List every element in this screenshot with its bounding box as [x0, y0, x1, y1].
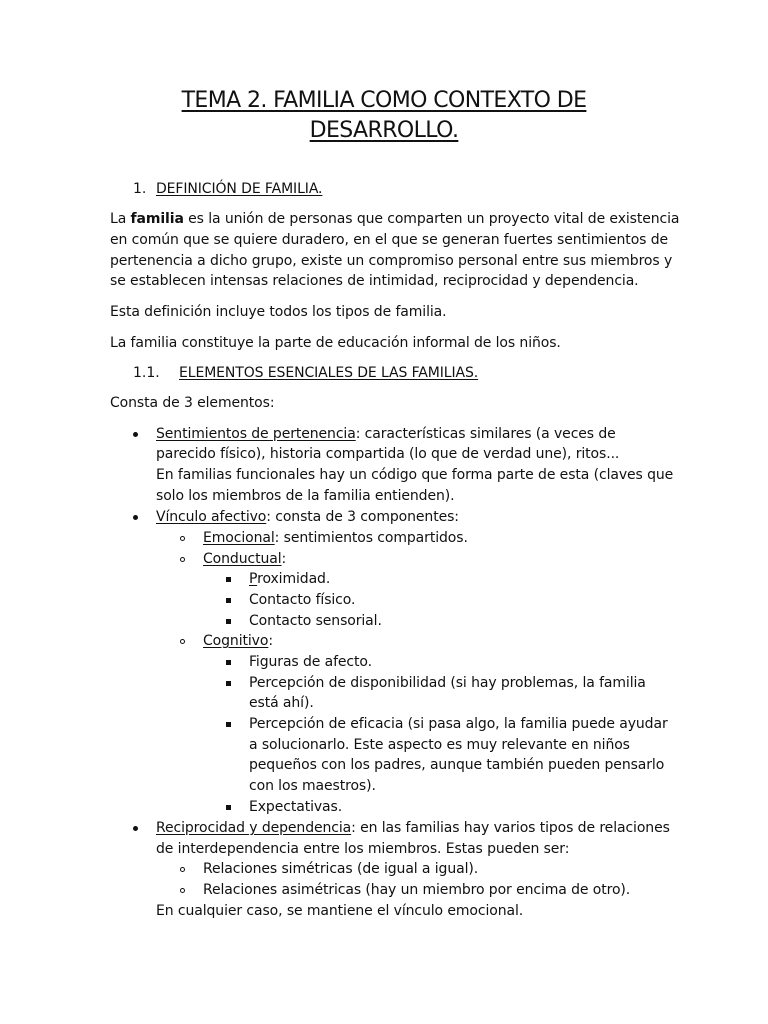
circle-bullet-icon	[180, 639, 185, 644]
subsection-number: 1.1.	[133, 365, 160, 381]
list-item-line: pequeños con los padres, aunque también pueden pensarlo	[249, 757, 665, 773]
list-item-term: Emocional	[203, 530, 275, 546]
title-line-2: DESARROLLO.	[309, 118, 459, 143]
list-item-line	[156, 507, 459, 527]
definition-line-3: pertenencia a dicho grupo, existe un compromiso personal entre sus miembros y	[110, 253, 673, 269]
square-bullet-icon	[226, 619, 231, 624]
definition-line-4: se establecen intensas relaciones de intimidad, reciprocidad y dependencia.	[110, 273, 639, 289]
paragraph: La familia constituye la parte de educación informal de los niños.	[110, 335, 561, 351]
definition-line-2: en común que se quiere duradero, en el que se generan fuertes sentimientos de	[110, 232, 669, 248]
section-number: 1.	[133, 181, 147, 197]
list-item-line: de interdependencia entre los miembros. Estas pueden ser:	[156, 841, 570, 857]
list-item-term: Vínculo afectivo	[156, 509, 267, 525]
list-item-line	[156, 818, 670, 838]
list-item-line: Percepción de eficacia (si pasa algo, la familia puede ayudar	[249, 716, 668, 732]
circle-bullet-icon	[180, 888, 185, 893]
square-bullet-icon	[226, 577, 231, 582]
square-bullet-icon	[226, 805, 231, 810]
circle-bullet-icon	[180, 536, 185, 541]
list-item-line	[203, 631, 273, 651]
list-item-line: parecido físico), historia compartida (lo que de verdad une), ritos...	[156, 446, 620, 462]
list-item-term: Cognitivo	[203, 633, 269, 649]
list-item-line	[203, 528, 468, 548]
paragraph: Consta de 3 elementos:	[110, 395, 275, 411]
list-item-line: a solucionarlo. Este aspecto es muy relevante en niños	[249, 737, 630, 753]
list-item-text: :	[268, 633, 273, 649]
circle-bullet-icon	[180, 867, 185, 872]
list-item-text: : sentimientos compartidos.	[274, 530, 468, 546]
bullet-icon	[133, 432, 138, 437]
list-item-line: Expectativas.	[249, 799, 343, 815]
list-item-line: Relaciones simétricas (de igual a igual).	[203, 861, 479, 877]
list-item-term: Sentimientos de pertenencia	[156, 426, 356, 442]
bullet-icon	[133, 826, 138, 831]
list-item-line: En familias funcionales hay un código que forma parte de esta (claves que	[156, 467, 674, 483]
list-item-text: : consta de 3 componentes:	[266, 509, 459, 525]
bullet-icon	[133, 515, 138, 520]
paragraph: Esta definición incluye todos los tipos de familia.	[110, 304, 447, 320]
square-bullet-icon	[226, 722, 231, 727]
list-item-line	[249, 569, 330, 589]
list-item-line: Relaciones asimétricas (hay un miembro por encima de otro).	[203, 882, 631, 898]
list-item-text: roximidad.	[257, 571, 331, 587]
definition-line-1	[110, 209, 679, 229]
square-bullet-icon	[226, 598, 231, 603]
square-bullet-icon	[226, 681, 231, 686]
subsection-heading: ELEMENTOS ESENCIALES DE LAS FAMILIAS.	[179, 365, 479, 381]
title-line-1: TEMA 2. FAMILIA COMO CONTEXTO DE	[181, 88, 587, 113]
section-heading: DEFINICIÓN DE FAMILIA.	[156, 181, 323, 197]
definition-term: familia	[130, 211, 184, 227]
list-item-line: está ahí).	[249, 695, 314, 711]
list-item-line: En cualquier caso, se mantiene el vínculo emocional.	[156, 903, 524, 919]
list-item-text: : características similares (a veces de	[355, 426, 616, 442]
list-item-line: Contacto sensorial.	[249, 613, 382, 629]
circle-bullet-icon	[180, 557, 185, 562]
definition-prefix: La	[110, 211, 131, 227]
list-item-text: :	[281, 551, 287, 567]
page-title	[110, 86, 658, 146]
list-item-line: solo los miembros de la familia entienden).	[156, 488, 455, 504]
list-item-line	[156, 424, 616, 444]
list-item-line: Figuras de afecto.	[249, 654, 372, 670]
list-item-term: Conductual	[203, 551, 282, 567]
list-item-line: Contacto físico.	[249, 592, 356, 608]
list-item-term: Reciprocidad y dependencia	[156, 820, 352, 836]
list-item-line	[203, 549, 286, 569]
definition-line-1-rest: es la unión de personas que comparten un proyecto vital de existencia	[183, 211, 680, 227]
list-item-line: Percepción de disponibilidad (si hay problemas, la familia	[249, 675, 646, 691]
list-item-text: : en las familias hay varios tipos de relaciones	[351, 820, 670, 836]
square-bullet-icon	[226, 660, 231, 665]
list-item-line: con los maestros).	[249, 778, 376, 794]
list-item-initial: P	[249, 571, 258, 587]
